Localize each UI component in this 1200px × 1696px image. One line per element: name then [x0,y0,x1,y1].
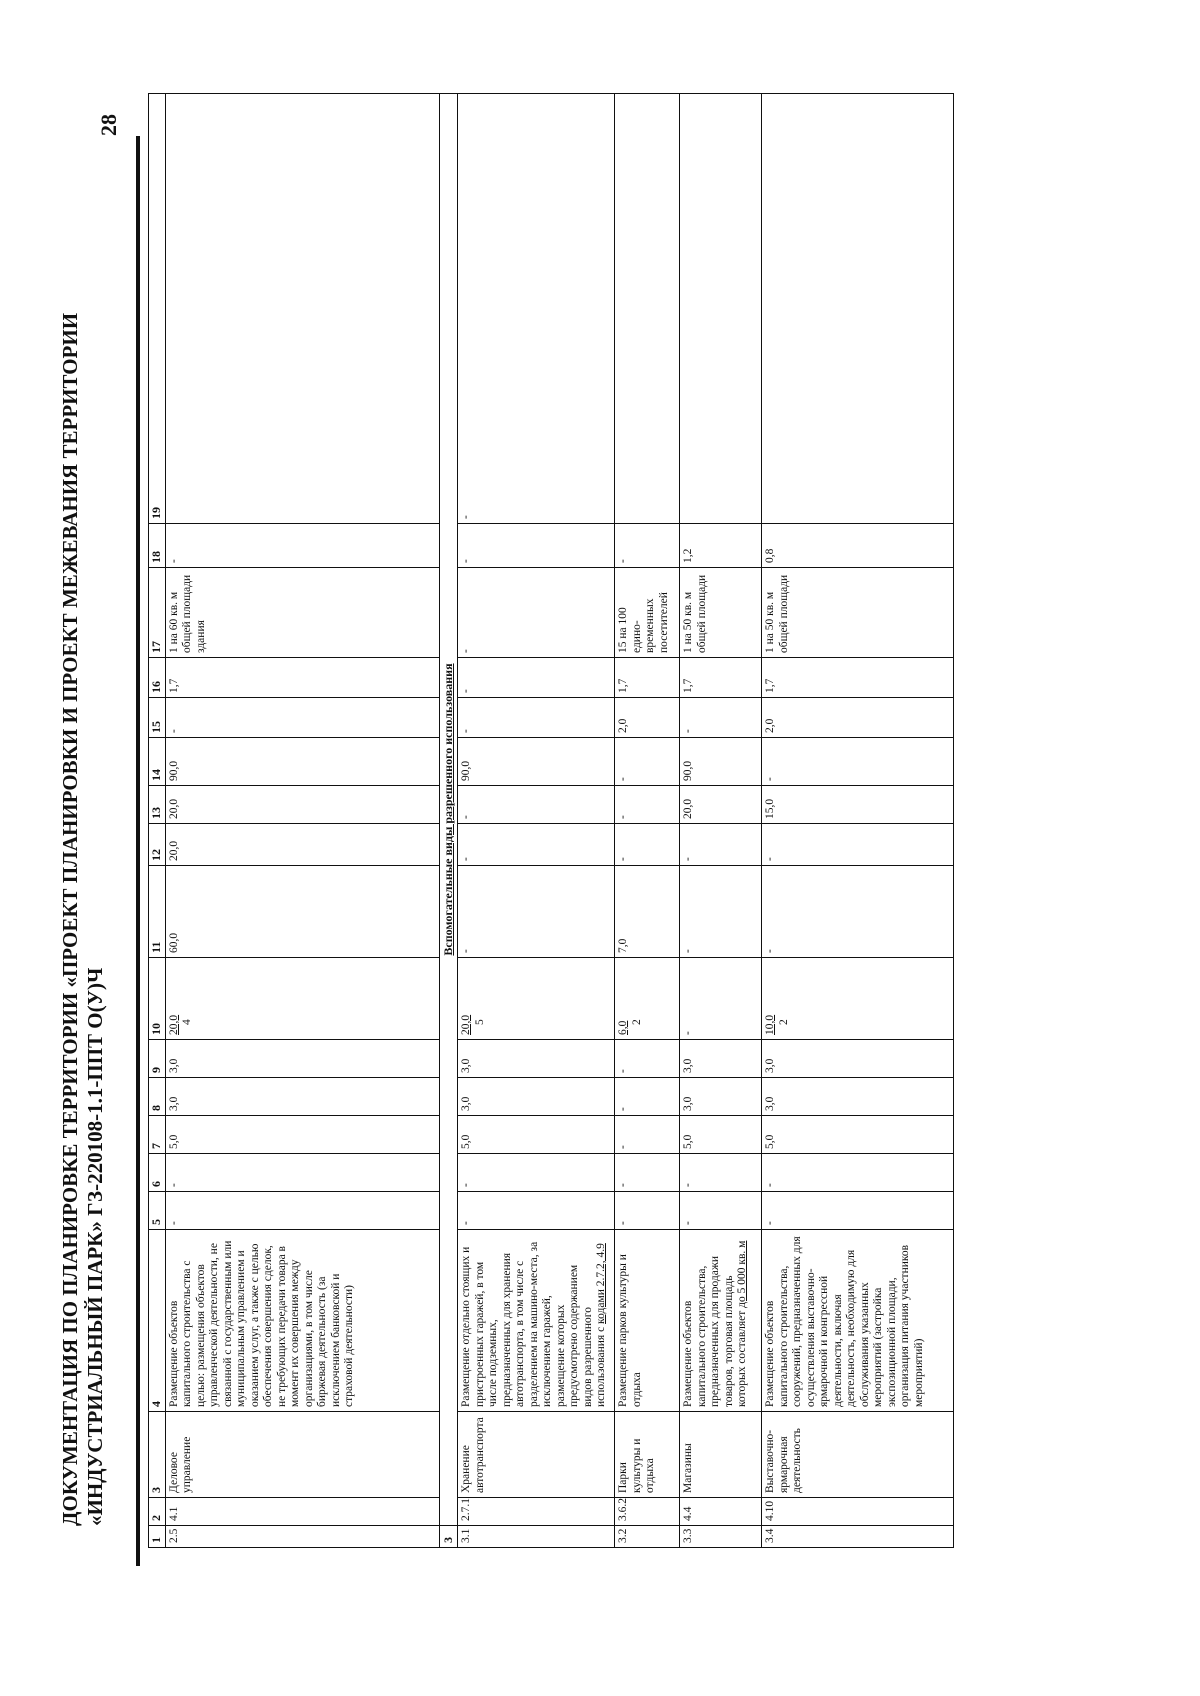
title-line-1: ДОКУМЕНТАЦИЯ ПО ПЛАНИРОВКЕ ТЕРРИТОРИИ «ПРОЕКТ ПЛАНИРОВКИ И ПРОЕКТ МЕЖЕВАНИЯ ТЕРРИТОРИИ [58,312,82,1526]
cell-row-number: 3.4 [762,1526,954,1548]
table-cell: - [680,824,762,866]
table-cell: - [615,1154,680,1192]
table-cell: - [458,524,615,568]
column-number: 3 [149,1412,166,1498]
table-cell: 20,0 [165,786,439,824]
cell-use-description: Размещение объектов капитального строительства, сооружений, предназначенных для осуществления выставочно-ярмарочной и конгрессной деятельности, включая деятельность, необходимую для обслуживания указанных мероприятий (застройка экспозиционной площади, организация питания участников мероприятий) [762,1230,954,1412]
fraction-denominator: 2 [630,1019,643,1025]
column-number: 12 [149,824,166,866]
fraction-cell [458,958,615,1040]
column-number: 16 [149,658,166,698]
table-row [680,94,762,1548]
fraction-cell [165,958,439,1040]
column-number: 5 [149,1192,166,1230]
table-cell: 5,0 [165,1116,439,1154]
document-title [58,226,108,1526]
column-number: 8 [149,1078,166,1116]
cell-code: 3.6.2 [615,1498,680,1526]
table-cell: - [165,524,439,568]
cell-row-number: 3.2 [615,1526,680,1548]
column-number: 4 [149,1230,166,1412]
table-cell: 90,0 [458,738,615,786]
table-cell: - [680,866,762,958]
table-cell: 3,0 [458,1040,615,1078]
table-cell: - [762,1154,954,1192]
table-cell: - [762,866,954,958]
cell-code: 2.7.1 [458,1498,615,1526]
column-number: 6 [149,1154,166,1192]
column-number-row [149,94,166,1548]
cell-parking: 1 на 60 кв. м общей площади здания [165,568,439,658]
table-cell: 20,0 [165,824,439,866]
cell-use-name: Парки культуры и отдыха [615,1412,680,1498]
column-number: 7 [149,1116,166,1154]
table-cell: - [458,94,615,524]
fraction-numerator: 20,0 [167,1014,180,1035]
table-cell: 90,0 [680,738,762,786]
table-cell: 5,0 [680,1116,762,1154]
table-cell [615,94,680,524]
table-cell: 3,0 [762,1078,954,1116]
table-cell: - [615,1192,680,1230]
page-number: 28 [96,114,121,136]
table-cell: - [680,958,762,1040]
table-cell [165,94,439,524]
table-cell: 60,0 [165,866,439,958]
table-cell [680,94,762,524]
cell-use-name: Выставочно-ярмарочная деятельность [762,1412,954,1498]
column-number: 17 [149,568,166,658]
table-cell: - [680,1192,762,1230]
fraction-cell [762,958,954,1040]
table-cell: - [458,786,615,824]
table-row [762,94,954,1548]
cell-row-number: 3.3 [680,1526,762,1548]
table-cell: 3,0 [680,1040,762,1078]
table-cell: 2,0 [762,698,954,738]
table-cell: 3,0 [165,1040,439,1078]
table-cell: - [762,824,954,866]
table-cell: 1,7 [680,658,762,698]
table-cell: - [165,1154,439,1192]
cell-parking: 1 на 50 кв. м общей площади [762,568,954,658]
cell-row-number: 3.1 [458,1526,615,1548]
fraction-denominator: 5 [473,1019,486,1025]
title-line-2: «ИНДУСТРИАЛЬНЫЙ ПАРК» ГЗ-220108-1.1-ППТ О(У)Ч [83,967,107,1526]
cell-use-name: Хранение автотранспорта [458,1412,615,1498]
table-cell: - [458,1192,615,1230]
table-cell: - [762,738,954,786]
table-cell: - [458,698,615,738]
table-cell: 1,7 [762,658,954,698]
description-text: Размещение объектов капитального строительства, предназначенных для продажи товаров, торговая площадь которых составляет [682,1256,748,1407]
table-cell: 2,0 [615,698,680,738]
table-row [458,94,615,1548]
table-cell: - [615,786,680,824]
table-cell: - [458,866,615,958]
table-cell: 3,0 [458,1078,615,1116]
table-cell: - [615,1116,680,1154]
column-number: 11 [149,866,166,958]
table-cell: 1,7 [615,658,680,698]
column-number: 2 [149,1498,166,1526]
description-text: Размещение отдельно стоящих и пристроенных гаражей, в том числе подземных, предназначенных для хранения автотранспорта, в том числе с разделением на машино-места, за исключением гаражей, размещение которых предусмотрено содержанием видов разрешенного использования с [460,1241,607,1407]
table-cell: - [458,824,615,866]
table-cell: - [680,698,762,738]
header-rule [136,136,140,1566]
fraction-numerator: 6,0 [617,1020,629,1035]
table-cell: 15,0 [762,786,954,824]
description-area-limit: до 5 000 кв. м [736,1240,748,1308]
table-cell: 20,0 [680,786,762,824]
table-cell: - [615,524,680,568]
cell-use-description: Размещение парков культуры и отдыха [615,1230,680,1412]
table-cell: - [165,698,439,738]
column-number: 1 [149,1526,166,1548]
table-cell: 3,0 [762,1040,954,1078]
cell-parking: 1 на 50 кв. м общей площади [680,568,762,658]
table-cell: - [615,1078,680,1116]
fraction-denominator: 2 [777,1019,790,1025]
table-cell: 90,0 [165,738,439,786]
table-cell: 0,8 [762,524,954,568]
zoning-parameters-table [148,93,954,1548]
table-cell: 1,7 [165,658,439,698]
column-number: 13 [149,786,166,824]
table-cell: - [680,1154,762,1192]
cell-use-name: Деловое управление [165,1412,439,1498]
table-cell: - [615,738,680,786]
table-cell: 1,2 [680,524,762,568]
cell-code: 4.4 [680,1498,762,1526]
table-row [165,94,439,1548]
table-cell: 3,0 [680,1078,762,1116]
column-number: 19 [149,94,166,524]
cell-code: 4.1 [165,1498,439,1526]
table-cell: 5,0 [458,1116,615,1154]
cell-use-description [458,1230,615,1412]
cell-code: 4.10 [762,1498,954,1526]
column-number: 18 [149,524,166,568]
table-cell [762,94,954,524]
table-cell: - [165,1192,439,1230]
section-number: 3 [439,1526,458,1548]
cell-use-description [680,1230,762,1412]
table-cell: - [615,1040,680,1078]
column-number: 9 [149,1040,166,1078]
table-cell: 3,0 [165,1078,439,1116]
description-codes: кодами 2.7.2, 4.9 [595,1243,607,1324]
column-number: 15 [149,698,166,738]
table-cell: - [458,1154,615,1192]
fraction-numerator: 10,0 [764,1014,776,1035]
cell-parking: - [458,568,615,658]
cell-parking: 15 на 100 едино-временных посетителей [615,568,680,658]
section-row [439,94,458,1548]
fraction-denominator: 4 [181,1019,193,1025]
table-cell: - [458,658,615,698]
table-cell: 5,0 [762,1116,954,1154]
column-number: 10 [149,958,166,1040]
section-title: Вспомогательные виды разрешенного использования [439,94,458,1526]
cell-row-number: 2.5 [165,1526,439,1548]
cell-use-description: Размещение объектов капитального строительства с целью: размещения объектов управленческой деятельности, не связанной с государственным или муниципальным управлением и оказанием услуг, а также с целью обеспечения совершения сделок, не требующих передачи товара в момент их совершения между организациями, в том числе биржевая деятельность (за исключением банковской и страховой деятельности) [165,1230,439,1412]
table-row [615,94,680,1548]
column-number: 14 [149,738,166,786]
table-cell: - [615,824,680,866]
fraction-numerator: 20,0 [460,1014,472,1035]
fraction-cell [615,958,680,1040]
cell-use-name: Магазины [680,1412,762,1498]
table-cell: - [762,1192,954,1230]
table-cell: 7,0 [615,866,680,958]
